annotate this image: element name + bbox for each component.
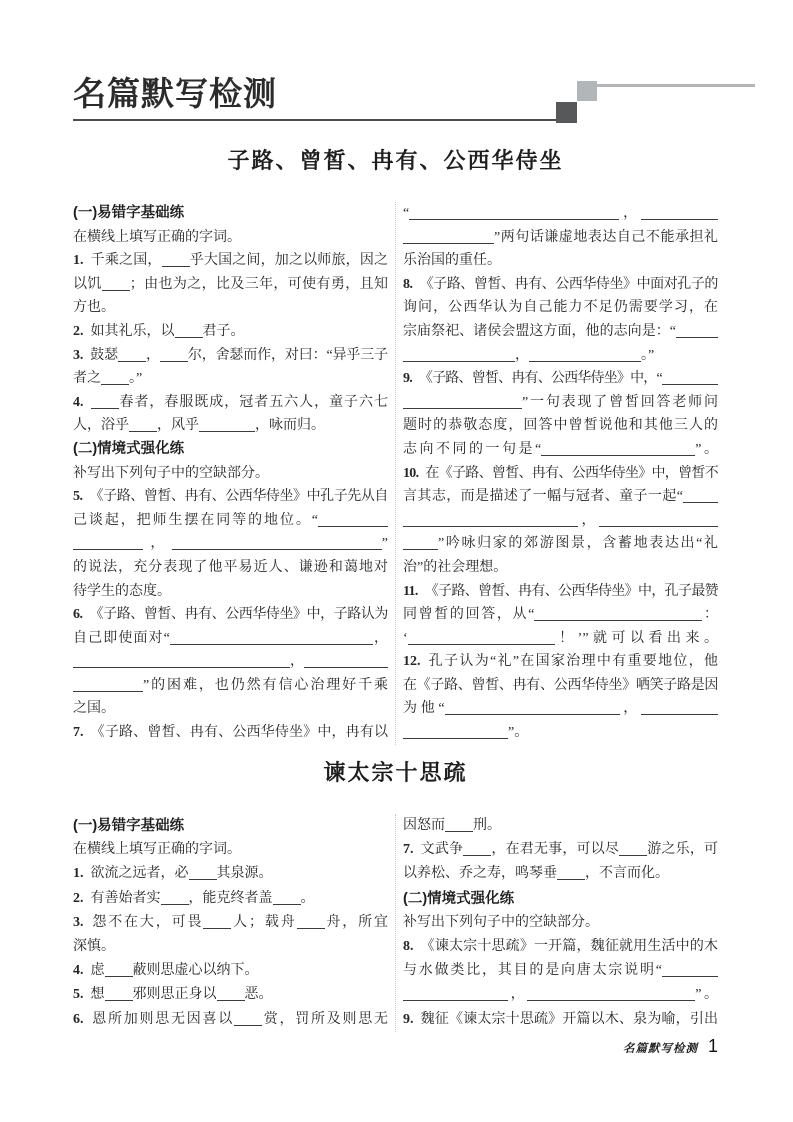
- page-footer: [623, 1036, 718, 1057]
- text-line: 乐治国的重任。: [403, 253, 501, 269]
- question-number: 8.: [403, 938, 414, 954]
- fill-in-blank[interactable]: [91, 395, 119, 409]
- text-line: 1. 欲流之远者，必 其泉源。: [73, 866, 273, 882]
- text-line: 为他“ ，: [403, 697, 718, 721]
- question-number: 2.: [73, 323, 84, 339]
- fill-in-blank[interactable]: [445, 701, 620, 715]
- two-column-area: [73, 202, 718, 745]
- fill-in-blank[interactable]: [118, 348, 146, 362]
- section-jian-taizong: [73, 758, 718, 1032]
- fill-in-blank[interactable]: [599, 513, 718, 527]
- text-line: 方也。: [73, 300, 115, 316]
- text-line: 治”的社会理想。: [403, 559, 508, 575]
- decor-square-dark: [556, 102, 577, 123]
- text-line: 3. 怨不在大，可畏 人；载舟 舟，所宜: [73, 914, 389, 930]
- text-line: 5. 《子路、曾皙、冉有、公西华侍坐》中孔子先从自: [73, 489, 388, 505]
- text-line: ， ”: [73, 532, 388, 556]
- fill-in-blank[interactable]: [534, 607, 702, 621]
- question-number: 12.: [403, 654, 421, 670]
- question-number: 11.: [403, 583, 418, 599]
- fill-in-blank[interactable]: [403, 230, 494, 244]
- fill-in-blank[interactable]: [160, 348, 188, 362]
- decor-line: [597, 84, 755, 87]
- question-number: 6.: [73, 607, 83, 623]
- text-line: 人，浴乎 ，风乎 ，咏而归。: [73, 418, 325, 434]
- text-line: 9. 魏征《谏太宗十思疏》开篇以木、泉为喻，引出: [403, 1011, 718, 1027]
- text-line: 补写出下列句子中的空缺部分。: [403, 914, 599, 930]
- section-title: 谏太宗十思疏: [323, 760, 468, 785]
- fill-in-blank[interactable]: [234, 1012, 262, 1026]
- fill-in-blank[interactable]: [541, 442, 695, 456]
- text-line: ”吟咏归家的郊游图景，含蓄地表达出“礼: [403, 532, 718, 556]
- text-line: “ ，: [403, 202, 718, 226]
- left-column: [73, 814, 388, 1032]
- text-line: ‘ ！’”就可以看出来。: [403, 630, 718, 646]
- text-line: 因怒而 刑。: [403, 818, 501, 833]
- fill-in-blank[interactable]: [463, 842, 491, 856]
- text-line: ， 。”: [403, 344, 718, 368]
- question-number: 4.: [73, 963, 84, 979]
- footer-label: 名篇默写检测: [622, 1043, 698, 1055]
- text-line: 9. 《子路、曾皙、冉有、公西华侍坐》中，“: [403, 367, 718, 391]
- fill-in-blank[interactable]: [318, 513, 388, 527]
- text-line: 5. 想 邪则思正身以 恶。: [73, 987, 273, 1003]
- question-number: 7.: [403, 842, 414, 858]
- text-line: 自己即使面对“ ，: [73, 630, 389, 646]
- fill-in-blank[interactable]: [129, 418, 157, 432]
- text-line: 与水做类比，其目的是向唐太宗说明“: [403, 959, 718, 983]
- text-line: 6. 《子路、曾皙、冉有、公西华侍坐》中，子路认为: [73, 607, 388, 623]
- fill-in-blank[interactable]: [408, 631, 555, 645]
- fill-in-blank[interactable]: [162, 253, 190, 267]
- text-line: 7. 《子路、曾皙、冉有、公西华侍坐》中，冉有以: [73, 725, 388, 741]
- text-line: 12. 孔子认为“礼”在国家治理中有重要地位，他: [403, 654, 718, 670]
- text-line: 3. 鼓瑟 ， 尔，舍瑟而作，对曰：“异乎三子: [73, 347, 388, 363]
- question-number: 8.: [403, 276, 413, 292]
- fill-in-blank[interactable]: [73, 678, 143, 692]
- fill-in-blank[interactable]: [101, 371, 129, 385]
- fill-in-blank[interactable]: [409, 206, 619, 220]
- fill-in-blank[interactable]: [662, 371, 718, 385]
- page-number: 1: [707, 1036, 718, 1056]
- text-line: 2. 有善始者实 ，能克终者盖 。: [73, 890, 315, 906]
- question-number: 3.: [73, 914, 84, 930]
- section-title: 子路、曾皙、冉有、公西华侍坐: [227, 148, 564, 173]
- fill-in-blank[interactable]: [662, 963, 718, 977]
- fill-in-blank[interactable]: [199, 418, 255, 432]
- question-number: 3.: [73, 347, 84, 363]
- text-line: (二)情境式强化练: [403, 890, 515, 907]
- question-number: 6.: [73, 1011, 84, 1027]
- text-line: 8. 《子路、曾皙、冉有、公西华侍坐》中面对孔子的: [403, 276, 718, 292]
- question-number: 1.: [73, 866, 84, 882]
- question-number: 1.: [73, 253, 84, 269]
- fill-in-blank[interactable]: [403, 395, 522, 409]
- fill-in-blank[interactable]: [73, 536, 143, 550]
- fill-in-blank[interactable]: [676, 324, 718, 338]
- fill-in-blank[interactable]: [175, 324, 203, 338]
- fill-in-blank[interactable]: [641, 206, 718, 220]
- text-line: 己谈起，把师生摆在同等的地位。“: [73, 509, 388, 533]
- question-number: 7.: [73, 725, 84, 741]
- text-line: 补写出下列句子中的空缺部分。: [73, 465, 269, 481]
- page-title: 名篇默写检测: [73, 75, 277, 112]
- question-number: 9.: [403, 1011, 414, 1027]
- fill-in-blank[interactable]: [683, 489, 718, 503]
- text-line: ，: [73, 650, 388, 674]
- question-number: 2.: [73, 890, 84, 906]
- right-column: [403, 814, 718, 1032]
- text-line: 者之 。”: [73, 371, 143, 387]
- text-line: ”的困难，也仍然有信心治理好千乘: [73, 674, 388, 698]
- fill-in-blank[interactable]: [161, 891, 189, 905]
- text-line: 6. 恩所加则思无因喜以 赏，罚所及则思无: [73, 1011, 388, 1027]
- decor-square-light: [577, 81, 597, 101]
- text-line: 深慎。: [73, 938, 115, 954]
- text-line: 题时的恭敬态度，回答中曾皙说他和其他三人的: [403, 418, 718, 434]
- text-line: ， ”。: [403, 983, 718, 1007]
- column-divider: [395, 202, 396, 745]
- fill-in-blank[interactable]: [217, 987, 245, 1001]
- fill-in-blank[interactable]: [273, 891, 301, 905]
- text-line: (一)易错字基础练: [73, 205, 185, 221]
- text-line: 4. 春者，春服既成，冠者五六人，童子六七: [73, 394, 388, 410]
- fill-in-blank[interactable]: [105, 963, 133, 977]
- text-line: 10. 在《子路、曾皙、冉有、公西华侍坐》中，曾皙不: [403, 465, 719, 481]
- right-column: [403, 202, 718, 745]
- text-line: 待学生的态度。: [73, 583, 171, 599]
- fill-in-blank[interactable]: [203, 915, 231, 929]
- text-line: 2. 如其礼乐，以 君子。: [73, 323, 245, 339]
- fill-in-blank[interactable]: [172, 536, 382, 550]
- fill-in-blank[interactable]: [170, 631, 373, 645]
- text-line: 同曾皙的回答，从“ ：: [403, 607, 719, 623]
- section-zilu-shizuo: [73, 146, 718, 745]
- text-line: (二)情境式强化练: [73, 440, 185, 457]
- text-line: 以养松、乔之寿，鸣琴垂 ，不言而化。: [403, 866, 669, 882]
- fill-in-blank[interactable]: [529, 348, 641, 362]
- text-line: (一)易错字基础练: [73, 818, 185, 834]
- text-line: 志向不同的一句是“ ”。: [403, 441, 719, 457]
- text-line: ”。: [403, 721, 718, 745]
- fill-in-blank[interactable]: [105, 987, 133, 1001]
- text-line: ”一句表现了曾皙回答老师问: [403, 391, 718, 415]
- question-number: 4.: [73, 394, 84, 410]
- text-line: 在横线上填写正确的字词。: [73, 229, 241, 245]
- text-line: 8. 《谏太宗十思疏》一开篇，魏征就用生活中的木: [403, 938, 718, 954]
- fill-in-blank[interactable]: [73, 654, 290, 668]
- fill-in-blank[interactable]: [304, 654, 388, 668]
- fill-in-blank[interactable]: [527, 987, 695, 1001]
- two-column-area: [73, 814, 718, 1032]
- fill-in-blank[interactable]: [403, 348, 515, 362]
- left-column: [73, 202, 388, 745]
- text-line: 11. 《子路、曾皙、冉有、公西华侍坐》中，孔子最赞: [403, 583, 718, 599]
- fill-in-blank[interactable]: [403, 987, 508, 1001]
- text-line: 4. 虑 蔽则思虚心以纳下。: [73, 963, 259, 979]
- text-line: 之国。: [73, 701, 115, 717]
- text-line: 以饥 ；由也为之，比及三年，可使有勇，且知: [73, 276, 389, 292]
- fill-in-blank[interactable]: [619, 842, 647, 856]
- fill-in-blank[interactable]: [445, 818, 473, 832]
- fill-in-blank[interactable]: [403, 513, 578, 527]
- fill-in-blank[interactable]: [403, 725, 508, 739]
- text-line: ”两句话谦虚地表达自己不能承担礼: [403, 226, 718, 250]
- fill-in-blank[interactable]: [102, 277, 130, 291]
- text-line: ，: [403, 509, 718, 533]
- fill-in-blank[interactable]: [403, 536, 438, 550]
- text-line: 言其志，而是描述了一幅与冠者、童子一起“: [403, 485, 718, 509]
- text-line: 1. 千乘之国， 乎大国之间，加之以师旅，因之: [73, 253, 389, 269]
- fill-in-blank[interactable]: [189, 866, 217, 880]
- fill-in-blank[interactable]: [641, 701, 718, 715]
- text-line: 宗庙祭祀、诸侯会盟这方面，他的志向是：“: [403, 320, 718, 344]
- text-line: 在《子路、曾皙、冉有、公西华侍坐》哂笑子路是因: [403, 677, 719, 693]
- question-number: 5.: [73, 489, 83, 505]
- question-number: 5.: [73, 987, 84, 1003]
- fill-in-blank[interactable]: [557, 866, 585, 880]
- title-rule: [73, 119, 557, 121]
- question-number: 9.: [403, 371, 412, 387]
- text-line: 的说法，充分表现了他平易近人、谦逊和蔼地对: [73, 559, 388, 575]
- column-divider: [395, 814, 396, 1032]
- question-number: 10.: [403, 465, 419, 481]
- text-line: 7. 文武争 ，在君无事，可以尽 游之乐，可: [403, 842, 719, 858]
- text-line: 询问，公西华认为自己能力不足仍需要学习，在: [403, 300, 718, 316]
- fill-in-blank[interactable]: [297, 915, 325, 929]
- text-line: 在横线上填写正确的字词。: [73, 842, 241, 858]
